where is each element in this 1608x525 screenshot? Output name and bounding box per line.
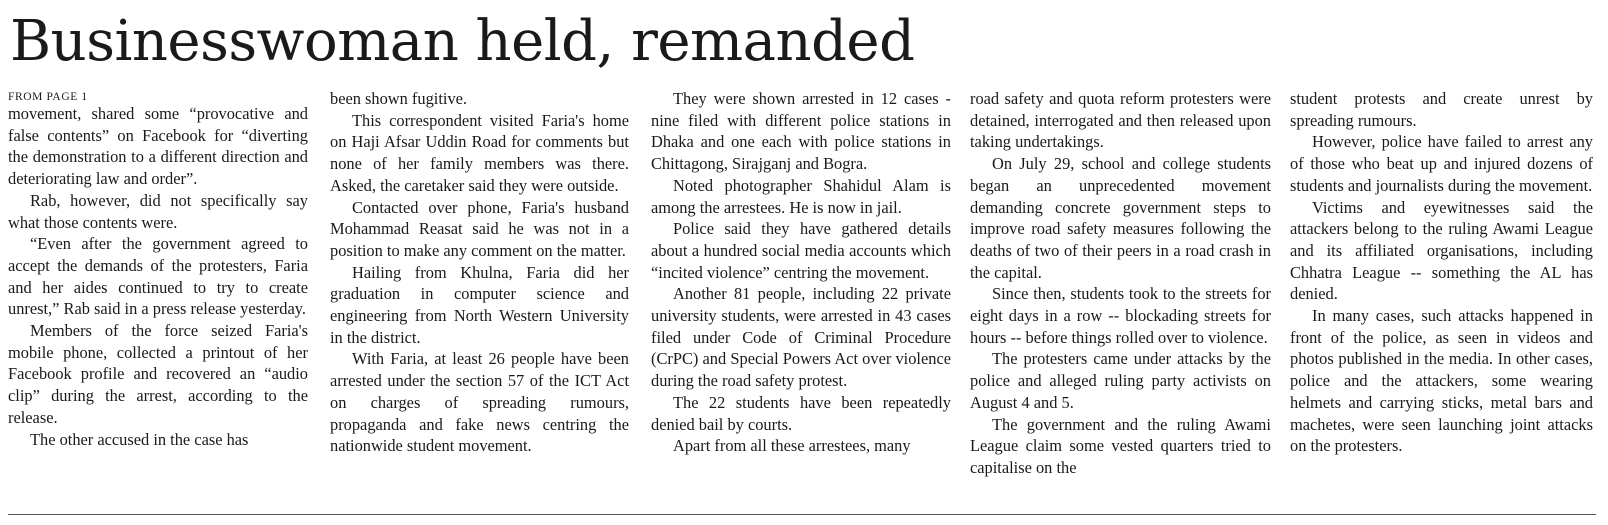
paragraph: Rab, however, did not specifically say what those contents were.	[8, 190, 308, 232]
bottom-rule	[8, 514, 1596, 515]
article-column-4	[970, 88, 1271, 500]
paragraph: been shown fugitive.	[330, 89, 468, 108]
paragraph: Hailing from Khulna, Faria did her graduation in computer science and engineering from North Western University in the district.	[330, 262, 629, 347]
paragraph: In many cases, such attacks happened in front of the police, as seen in videos and photos published in the media. In other cases, police and the attackers, some wearing helmets and carrying sticks, metal bars and machetes, were seen launching joint attacks on the protesters.	[1290, 306, 1593, 456]
paragraph: student protests and create unrest by spreading rumours.	[1290, 89, 1593, 130]
paragraph: Apart from all these arrestees, many	[673, 436, 911, 456]
paragraph: This correspondent visited Faria's home on Haji Afsar Uddin Road for comments but none of her family members was there. Asked, the caretaker said they were outside.	[330, 110, 629, 195]
paragraph: Contacted over phone, Faria's husband Mohammad Reasat said he was not in a position to make any comment on the matter.	[330, 197, 629, 260]
headline: Businesswoman held, remanded	[10, 9, 915, 74]
paragraph: With Faria, at least 26 people have been arrested under the section 57 of the ICT Act on charges of spreading rumours, propaganda and fake news centring the nationwide student movement.	[330, 349, 629, 456]
article-column-3	[651, 88, 951, 500]
paragraph: “Even after the government agreed to accept the demands of the protesters, Faria and her aides continued to try to create unrest,” Rab said in a press release yesterday.	[8, 234, 308, 319]
paragraph: movement, shared some “provocative and false contents” on Facebook for “diverting the demonstration to a different direction and deteriorating law and order”.	[8, 104, 308, 189]
paragraph: However, police have failed to arrest any of those who beat up and injured dozens of students and journalists during the movement.	[1290, 132, 1593, 195]
continuation-kicker: FROM PAGE 1	[8, 91, 88, 103]
paragraph: The government and the ruling Awami League claim some vested quarters tried to capitalise on the	[970, 414, 1271, 477]
article-column-1	[8, 88, 308, 500]
paragraph: The 22 students have been repeatedly denied bail by courts.	[651, 392, 951, 434]
paragraph: They were shown arrested in 12 cases - nine filed with different police stations in Dhaka and one each with police stations in Chittagong, Sirajganj and Bogra.	[651, 89, 951, 174]
paragraph: Members of the force seized Faria's mobile phone, collected a printout of her Facebook profile and recovered an “audio clip” during the arrest, according to the release.	[8, 321, 308, 427]
paragraph: The other accused in the case has	[30, 429, 249, 449]
paragraph: Noted photographer Shahidul Alam is among the arrestees. He is now in jail.	[651, 175, 951, 217]
article-column-5	[1290, 88, 1593, 500]
paragraph: Since then, students took to the streets for eight days in a row -- blockading streets for hours -- before things rolled over to violence.	[970, 284, 1271, 347]
paragraph: On July 29, school and college students began an unprecedented movement demanding concrete government steps to improve road safety measures following the deaths of two of their peers in a road crash in the capital.	[970, 154, 1271, 282]
paragraph: The protesters came under attacks by the police and alleged ruling party activists on August 4 and 5.	[970, 349, 1271, 412]
article-column-2	[330, 88, 629, 500]
paragraph: Police said they have gathered details about a hundred social media accounts which “incited violence” centring the movement.	[651, 219, 951, 282]
paragraph: road safety and quota reform protesters were detained, interrogated and then released upon taking undertakings.	[970, 89, 1271, 152]
paragraph: Another 81 people, including 22 private university students, were arrested in 43 cases filed under Code of Criminal Procedure (CrPC) and Special Powers Act over violence during the road safety protest.	[651, 284, 951, 391]
paragraph: Victims and eyewitnesses said the attackers belong to the ruling Awami League and its affiliated organisations, including Chhatra League -- something the AL has denied.	[1290, 197, 1593, 304]
